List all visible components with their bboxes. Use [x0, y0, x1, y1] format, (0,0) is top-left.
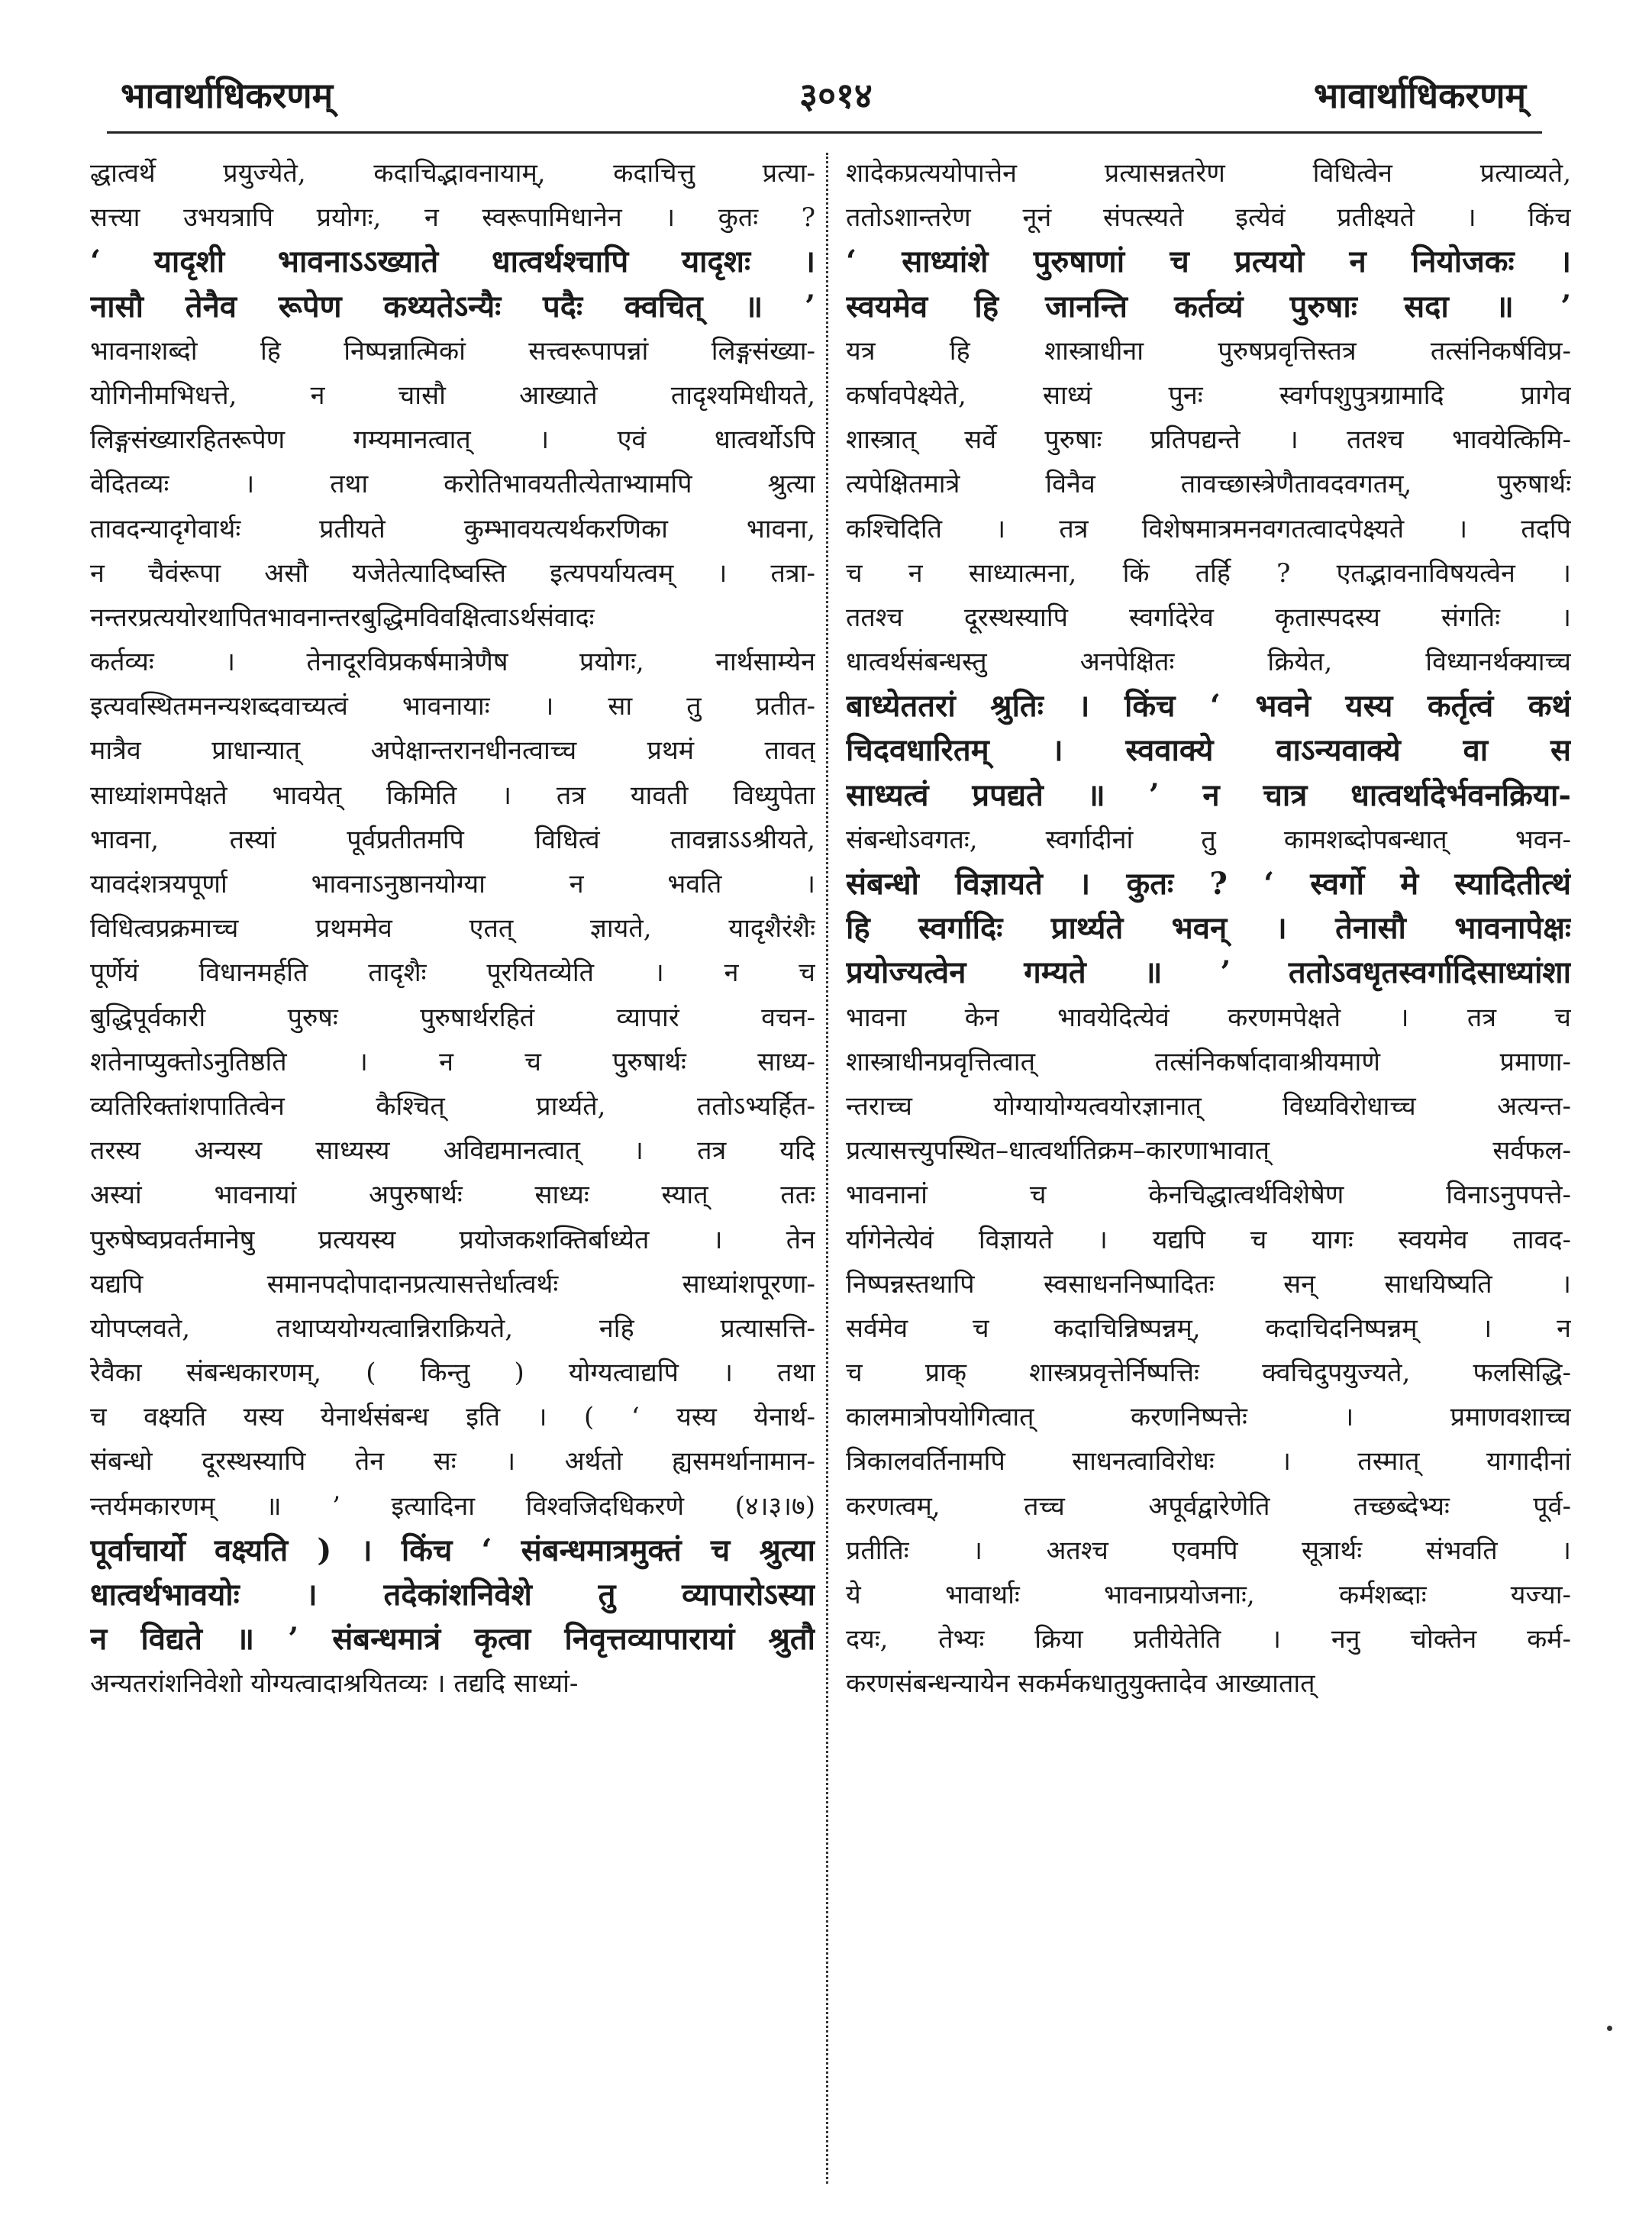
running-head-right: भावार्थाधिकरणम् [1313, 75, 1526, 116]
text-line: व्यतिरिक्तांशपातित्वेन कैश्चित् प्रार्थ्यते, ततोऽभ्यर्हित- [90, 1090, 815, 1122]
text-line: लिङ्गसंख्यारहितरूपेण गम्यमानत्वात् । एवं धात्वर्थोऽपि [90, 425, 815, 456]
text-line: योगिनीमभिधत्ते, न चासौ आख्याते तादृश्यमिधीयते, [90, 379, 815, 411]
text-line: कर्तव्यः । तेनादूरविप्रकर्षमात्रेणैष प्रयोगः, नार्थसाम्येन [90, 647, 815, 678]
text-line: अन्यतरांशनिवेशो योग्यत्वादाश्रयितव्यः । तद्यदि साध्यां- [90, 1668, 579, 1700]
text-line: साध्यांशमपेक्षते भावयेत् किमिति । तत्र यावती विध्युपेता [90, 780, 815, 811]
header-rule [107, 131, 1542, 134]
text-line: शतेनाप्युक्तोऽनुतिष्ठति । न च पुरुषार्थः साध्य- [90, 1046, 815, 1077]
verse-line: धात्वर्थभावयोः । तदेकांशनिवेशे तु व्यापारोऽस्या [90, 1577, 815, 1613]
text-line: यावदंशत्रयपूर्णा भावनाऽनुष्ठानयोग्या न भवति । [90, 869, 815, 899]
right-column [846, 151, 1571, 2190]
text-line: र्यागेनेत्येवं विज्ञायते । यद्यपि च यागः स्वयमेव तावद- [846, 1224, 1571, 1255]
text-line: तरस्य अन्यस्य साध्यस्य अविद्यमानत्वात् । तत्र यदि [90, 1135, 815, 1167]
text-line: च वक्ष्यति यस्य येनार्थसंबन्ध इति । ( ‘ यस्य येनार्थ- [90, 1402, 815, 1433]
text-line: वेदितव्यः । तथा करोतिभावयतीत्येताभ्यामपि श्रुत्या [90, 469, 815, 500]
text-line: मात्रैव प्राधान्यात् अपेक्षान्तरानधीनत्वाच्च प्रथमं तावत् [90, 735, 815, 767]
text-line: करणसंबन्धन्यायेन सकर्मकधातुयुक्तादेव आख्यातात् [846, 1668, 1315, 1700]
text-line: च प्राक् शास्त्रप्रवृत्तेर्निष्पत्तिः क्वचिदुपयुज्यते, फलसिद्धि- [846, 1358, 1571, 1389]
text-line: कर्षावपेक्ष्येते, साध्यं पुनः स्वर्गपशुपुत्रग्रामादि प्रागेव [846, 379, 1571, 411]
text-line: पुरुषेष्वप्रवर्तमानेषु प्रत्ययस्य प्रयोजकशक्तिर्बाध्येत । तेन [90, 1224, 815, 1255]
running-head-left: भावार्थाधिकरणम् [121, 75, 334, 116]
text-line: प्रत्यासत्त्युपस्थित–धात्वर्थातिक्रम–कारणाभावात् सर्वफल- [846, 1135, 1571, 1167]
text-line: तावदन्यादृगेवार्थः प्रतीयते कुम्भावयत्यर्थकरणिका भावना, [90, 513, 815, 544]
verse-line: स्वयमेव हि जानन्ति कर्तव्यं पुरुषाः सदा ॥ ’ [846, 288, 1571, 325]
text-line: करणत्वम्, तच्च अपूर्वद्वारेणेति तच्छब्देभ्यः पूर्व- [846, 1490, 1571, 1522]
text-line: न चैवंरूपा असौ यजेतेत्यादिष्वस्ति इत्यपर्यायत्वम् । तत्रा- [90, 557, 815, 589]
text-line: त्यपेक्षितमात्रे विनैव तावच्छास्त्रेणैतावदवगतम्, पुरुषार्थः [846, 469, 1571, 500]
text-line: विधित्वप्रक्रमाच्च प्रथममेव एतत् ज्ञायते, यादृशैरंशैः [90, 913, 815, 944]
verse-line: ‘ साध्यांशे पुरुषाणां च प्रत्ययो न नियोजकः । [846, 244, 1571, 280]
text-line: रेवैका संबन्धकारणम्, ( किन्तु ) योग्यत्वाद्यपि । तथा [90, 1358, 815, 1389]
text-line: शास्त्राधीनप्रवृत्तित्वात् तत्संनिकर्षादावाश्रीयमाणे प्रमाणा- [846, 1046, 1571, 1077]
text-line: सत्त्या उभयत्रापि प्रयोगः, न स्वरूपामिधानेन । कुतः ? [90, 202, 815, 234]
text-line: अस्यां भावनायां अपुरुषार्थः साध्यः स्यात् ततः [90, 1180, 815, 1211]
text-line: ततश्च दूरस्थस्यापि स्वर्गादेरेव कृतास्पदस्य संगतिः । [846, 602, 1571, 633]
text-line: भावना केन भावयेदित्येवं करणमपेक्षते । तत्र च [846, 1002, 1571, 1033]
verse-line: बाध्येततरां श्रुतिः । किंच ‘ भवने यस्य कर्तृत्वं कथं [846, 688, 1571, 725]
text-line: पूर्णेयं विधानमर्हति तादृशैः पूरयितव्येति । न च [90, 957, 815, 989]
text-line: भावनाशब्दो हि निष्पन्नात्मिकां सत्त्वरूपापन्नां लिङ्गसंख्या- [90, 335, 815, 366]
text-line: द्धात्वर्थे प्रयुज्येते, कदाचिद्भावनायाम्, कदाचित्तु प्रत्या- [90, 158, 815, 189]
text-line: नन्तरप्रत्ययोरथापितभावनान्तरबुद्धिमविवक्षित्वाऽर्थसंवादः [90, 602, 595, 633]
verse-line: नासौ तेनैव रूपेण कथ्यतेऽन्यैः पदैः क्वचित् ॥ ’ [90, 288, 815, 325]
text-line: धात्वर्थसंबन्धस्तु अनपेक्षितः क्रियेत, विध्यानर्थक्याच्च [846, 647, 1571, 678]
page-number: ३०१४ [799, 75, 873, 116]
text-line: यत्र हि शास्त्राधीना पुरुषप्रवृत्तिस्तत्र तत्संनिकर्षविप्र- [846, 335, 1571, 366]
text-line: भावनानां च केनचिद्धात्वर्थविशेषेण विनाऽनुपपत्ते- [846, 1180, 1571, 1211]
text-line: ये भावार्थाः भावनाप्रयोजनाः, कर्मशब्दाः यज्या- [846, 1580, 1571, 1610]
verse-line: न विद्यते ॥ ’ संबन्धमात्रं कृत्वा निवृत्तव्यापारायां श्रुतौ [90, 1621, 815, 1658]
text-line: च न साध्यात्मना, किं तर्हि ? एतद्भावनाविषयत्वेन । [846, 557, 1571, 589]
text-line: न्तर्यमकारणम् ॥ ’ इत्यादिना विश्वजिदधिकरणे (४।३।७) [90, 1490, 815, 1522]
text-line: सर्वमेव च कदाचिन्निष्पन्नम्, कदाचिदनिष्पन्नम् । न [846, 1313, 1571, 1344]
text-line: यद्यपि समानपदोपादानप्रत्यासत्तेर्धात्वर्थः साध्यांशपूरणा- [90, 1268, 815, 1300]
text-line: शास्त्रात् सर्वे पुरुषाः प्रतिपद्यन्ते । ततश्च भावयेत्किमि- [846, 425, 1571, 456]
column-divider [826, 153, 831, 2184]
text-line: संबन्धो दूरस्थस्यापि तेन सः । अर्थतो ह्यसमर्थानामान- [90, 1446, 815, 1477]
text-line: संबन्धोऽवगतः, स्वर्गादीनां तु कामशब्दोपबन्धात् भवन- [846, 824, 1571, 855]
left-column [90, 151, 815, 2190]
text-line: भावना, तस्यां पूर्वप्रतीतमपि विधित्वं तावन्नाऽऽश्रीयते, [90, 824, 815, 855]
text-line: इत्यवस्थितमनन्यशब्दवाच्यत्वं भावनायाः । सा तु प्रतीत- [90, 691, 815, 722]
text-line: शादेकप्रत्ययोपात्तेन प्रत्यासन्नतरेण विधित्वेन प्रत्याव्यते, [846, 158, 1571, 189]
verse-line: पूर्वाचार्यो वक्ष्यति ) । किंच ‘ संबन्धमात्रमुक्तं च श्रुत्या [90, 1532, 815, 1568]
text-line: निष्पन्नस्तथापि स्वसाधननिष्पादितः सन् साधयिष्यति । [846, 1268, 1571, 1300]
verse-line: ‘ यादृशी भावनाऽऽख्याते धात्वर्थश्चापि यादृशः । [90, 244, 815, 280]
text-line: ततोऽशान्तरेण नूनं संपत्स्यते इत्येवं प्रतीक्ष्यते । किंच [846, 202, 1571, 234]
verse-line: साध्यत्वं प्रपद्यते ॥ ’ न चात्र धात्वर्थादेर्भवनक्रिया- [846, 777, 1571, 813]
text-line: न्तराच्च योग्यायोग्यत्वयोरज्ञानात् विध्यविरोधाच्च अत्यन्त- [846, 1090, 1571, 1122]
verse-line: संबन्धो विज्ञायते । कुतः ? ‘ स्वर्गो मे स्यादितीत्थं [846, 866, 1571, 902]
verse-line: प्रयोज्यत्वेन गम्यते ॥ ’ ततोऽवधृतस्वर्गादिसाध्यांशा [846, 954, 1571, 991]
text-line: कश्चिदिति । तत्र विशेषमात्रमनवगतत्वादपेक्ष्यते । तदपि [846, 513, 1571, 544]
text-line: दयः, तेभ्यः क्रिया प्रतीयेतेति । ननु चोक्तेन कर्म- [846, 1624, 1571, 1655]
verse-line: हि स्वर्गादिः प्रार्थ्यते भवन् । तेनासौ भावनापेक्षः [846, 910, 1571, 947]
verse-line: चिदवधारितम् । स्ववाक्ये वाऽन्यवाक्ये वा स [846, 732, 1571, 769]
text-line: योपप्लवते, तथाप्ययोग्यत्वान्निराक्रियते, नहि प्रत्यासत्ति- [90, 1313, 815, 1344]
text-line: प्रतीतिः । अतश्च एवमपि सूत्रार्थः संभवति । [846, 1535, 1571, 1566]
text-line: कालमात्रोपयोगित्वात् करणनिष्पत्तेः । प्रमाणवशाच्च [846, 1402, 1571, 1433]
text-line: बुद्धिपूर्वकारी पुरुषः पुरुषार्थरहितं व्यापारं वचन- [90, 1002, 815, 1033]
margin-mark [1607, 2026, 1612, 2031]
text-line: त्रिकालवर्तिनामपि साधनत्वाविरोधः । तस्मात् यागादीनां [846, 1446, 1571, 1477]
